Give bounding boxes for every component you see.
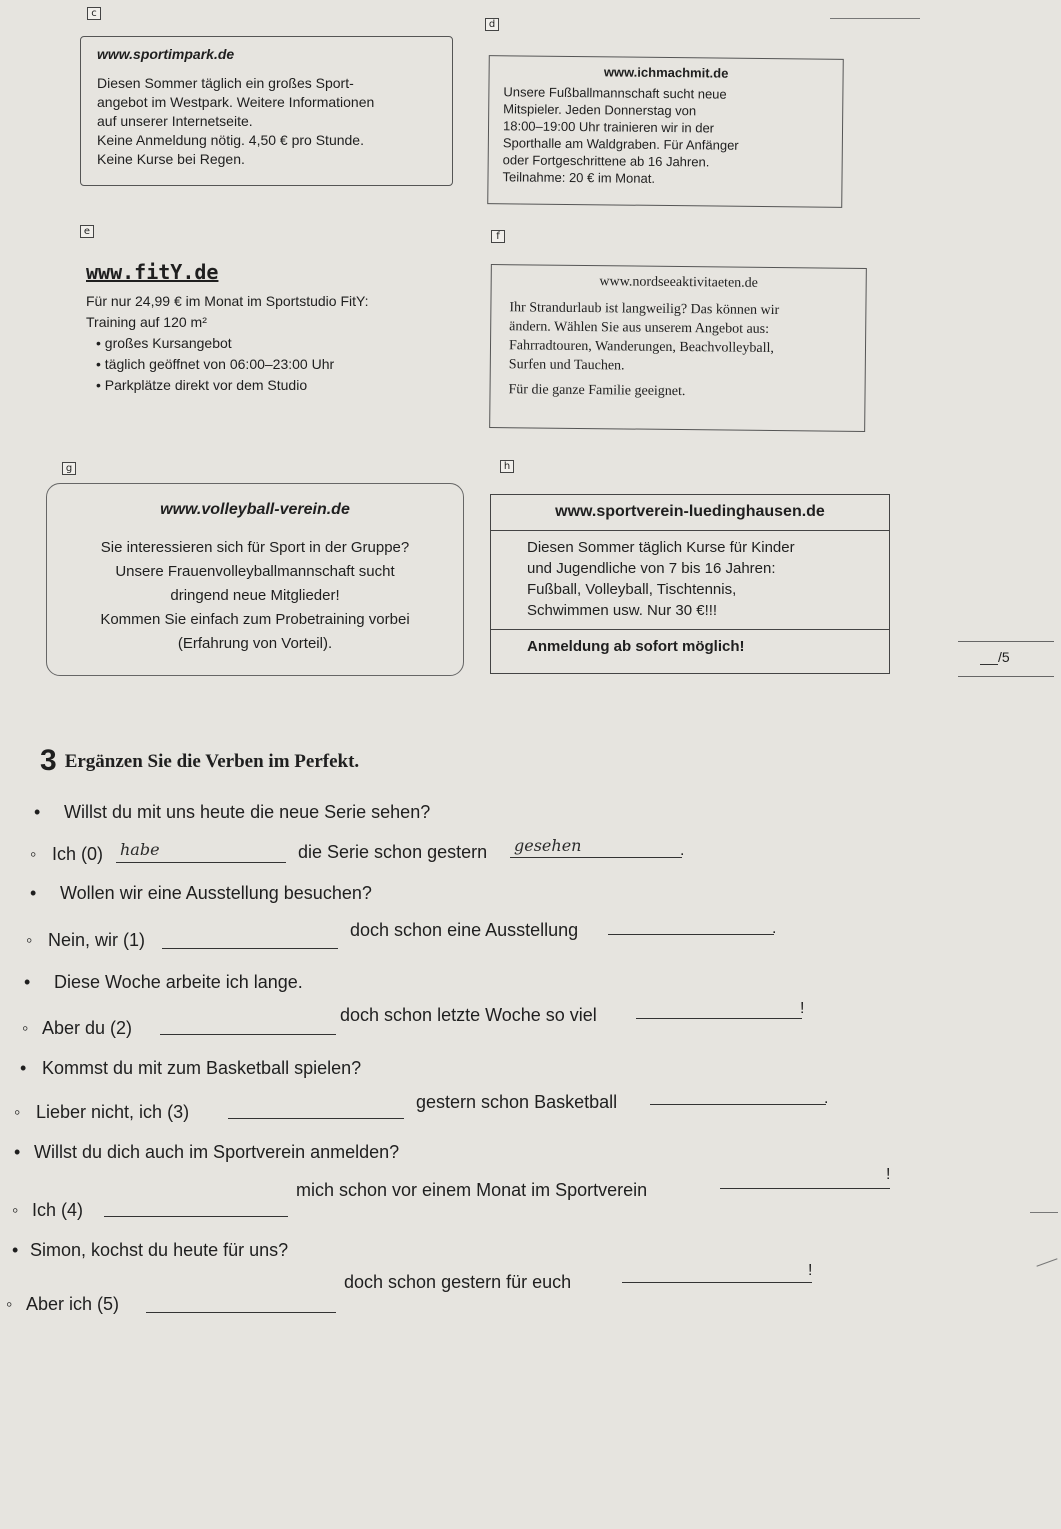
question-text: Willst du mit uns heute die neue Serie sehen? [64, 802, 431, 822]
ad-text-line: Fahrradtouren, Wanderungen, Beachvolleyball, [508, 338, 775, 357]
question-line [30, 883, 372, 904]
answer-middle: doch schon eine Ausstellung [350, 920, 579, 940]
score-line [958, 676, 1054, 677]
label-d: d [485, 18, 499, 31]
bullet-circle: ◦ [22, 1018, 29, 1038]
bullet-circle: ◦ [14, 1102, 21, 1122]
answer-blank-2[interactable] [650, 1104, 826, 1105]
answer-prefix [30, 844, 103, 865]
answer-prefix-text: Lieber nicht, ich (3) [36, 1102, 190, 1122]
ad-cta: Anmeldung ab sofort möglich! [527, 638, 745, 655]
ad-text-line: Unsere Fußballmannschaft sucht neue [503, 84, 727, 102]
ad-url: www.sportverein-luedinghausen.de [555, 503, 825, 520]
ad-text-line: Keine Anmeldung nötig. 4,50 € pro Stunde. [97, 132, 364, 148]
ad-text-line: Teilnahme: 20 € im Monat. [502, 169, 656, 186]
ad-luedinghausen [490, 494, 890, 674]
score-line [958, 641, 1054, 642]
answer-prefix [26, 930, 145, 951]
label-f: f [491, 230, 505, 243]
question-line [14, 1142, 399, 1163]
answer-prefix-text: Ich (4) [32, 1200, 84, 1220]
ad-url: www.fitY.de [86, 260, 219, 284]
ad-text-line: Sie interessieren sich für Sport in der Gruppe? [100, 539, 410, 556]
score-total: /5 [998, 649, 1010, 665]
answer-middle: doch schon letzte Woche so viel [340, 1005, 597, 1025]
ad-text-line: Keine Kurse bei Regen. [97, 151, 245, 167]
answer-end: ! [886, 1166, 891, 1183]
ad-text-line: ändern. Wählen Sie aus unserem Angebot aus: [509, 319, 770, 337]
ad-bullet: • Parkplätze direkt vor dem Studio [96, 375, 474, 396]
exercise-instruction: Ergänzen Sie die Verben im Perfekt. [64, 751, 360, 772]
handwritten-answer: habe [120, 840, 160, 859]
ad-text-line: Unsere Frauenvolleyballmannschaft sucht [115, 563, 395, 580]
score-box [958, 636, 1054, 676]
answer-end: . [772, 920, 777, 937]
question-line [34, 802, 430, 823]
answer-blank-2[interactable] [636, 1018, 802, 1019]
answer-middle: die Serie schon gestern [298, 842, 488, 862]
label-c: c [87, 7, 101, 20]
ad-sportimpark [80, 36, 453, 186]
ad-text-line: Surfen und Tauchen. [508, 357, 625, 374]
label-e: e [80, 225, 94, 238]
answer-end: . [680, 842, 685, 859]
ad-nordsee [489, 264, 867, 432]
answer-end: ! [808, 1262, 813, 1279]
answer-blank-1[interactable] [104, 1216, 288, 1217]
bullet-dot: • [14, 1142, 21, 1162]
answer-blank-2[interactable] [510, 857, 682, 858]
bullet-dot: • [30, 883, 37, 903]
question-text: Kommst du mit zum Basketball spielen? [42, 1058, 362, 1078]
bullet-dot: • [12, 1240, 19, 1260]
bullet-dot: • [24, 972, 31, 992]
ad-text-line: (Erfahrung von Vorteil). [177, 635, 333, 652]
answer-prefix-text: Aber du (2) [42, 1018, 133, 1038]
margin-mark [1030, 1212, 1058, 1213]
answer-middle: mich schon vor einem Monat im Sportverein [296, 1180, 648, 1200]
ad-text-line: Für die ganze Familie geeignet. [508, 382, 686, 400]
answer-end: . [824, 1090, 829, 1107]
answer-blank-2[interactable] [622, 1282, 812, 1283]
question-text: Willst du dich auch im Sportverein anmelden? [34, 1142, 400, 1162]
ad-volleyball [46, 483, 464, 676]
bullet-dot: • [34, 802, 41, 822]
decor-line [830, 18, 920, 19]
handwritten-answer: gesehen [514, 836, 582, 855]
answer-blank-1[interactable] [116, 862, 286, 863]
answer-prefix-text: Ich (0) [52, 844, 104, 864]
label-g: g [62, 462, 76, 475]
question-line [20, 1058, 361, 1079]
answer-prefix [12, 1200, 83, 1221]
ad-text-line: Diesen Sommer täglich Kurse für Kinder [527, 539, 795, 556]
answer-prefix-text: Aber ich (5) [26, 1294, 120, 1314]
ad-text-line: Schwimmen usw. Nur 30 €!!! [527, 602, 718, 619]
answer-blank-2[interactable] [720, 1188, 890, 1189]
answer-middle: gestern schon Basketball [416, 1092, 618, 1112]
question-text: Diese Woche arbeite ich lange. [54, 972, 303, 992]
ad-text-line: Fußball, Volleyball, Tischtennis, [527, 581, 737, 598]
answer-blank-1[interactable] [146, 1312, 336, 1313]
ad-url: www.nordseeaktivitaeten.de [599, 274, 758, 291]
ad-text-line: Sporthalle am Waldgraben. Für Anfänger [502, 135, 739, 153]
bullet-circle: ◦ [6, 1294, 13, 1314]
bullet-circle: ◦ [12, 1200, 19, 1220]
answer-prefix-text: Nein, wir (1) [48, 930, 146, 950]
question-text: Wollen wir eine Ausstellung besuchen? [60, 883, 372, 903]
ad-text-line: auf unserer Internetseite. [97, 113, 253, 129]
answer-prefix [6, 1294, 119, 1315]
bullet-dot: • [20, 1058, 27, 1078]
ad-text-line: oder Fortgeschrittene ab 16 Jahren. [502, 152, 710, 170]
ad-bullet: • großes Kursangebot [96, 333, 474, 354]
ad-text-line: Diesen Sommer täglich ein großes Sport- [97, 75, 354, 91]
answer-blank-1[interactable] [228, 1118, 404, 1119]
ad-url: www.volleyball-verein.de [160, 501, 350, 518]
ad-ichmachmit [487, 55, 844, 208]
score-blank[interactable] [980, 652, 998, 665]
ad-url: www.sportimpark.de [97, 46, 235, 62]
question-line [12, 1240, 288, 1261]
ad-text-line: Für nur 24,99 € im Monat im Sportstudio FitY: [86, 293, 369, 309]
exercise-number: 3 [40, 744, 57, 777]
question-text: Simon, kochst du heute für uns? [30, 1240, 289, 1260]
ad-text-line: 18:00–19:00 Uhr trainieren wir in der [502, 118, 715, 136]
ad-fity [80, 258, 480, 408]
ad-body [491, 530, 889, 630]
bullet-circle: ◦ [26, 930, 33, 950]
ad-url: www.ichmachmit.de [603, 64, 729, 81]
score-points [980, 649, 1010, 665]
answer-prefix [14, 1102, 189, 1123]
answer-blank-1[interactable] [162, 948, 338, 949]
ad-text-line: Kommen Sie einfach zum Probetraining vorbei [100, 611, 410, 628]
ad-text-line: dringend neue Mitglieder! [170, 587, 340, 604]
answer-end: ! [800, 1000, 805, 1017]
ad-text-line: Ihr Strandurlaub ist langweilig? Das können wir [509, 300, 780, 319]
question-line [24, 972, 303, 993]
exercise-title [40, 744, 359, 778]
margin-mark [1036, 1258, 1057, 1266]
bullet-circle: ◦ [30, 844, 37, 864]
label-h: h [500, 460, 514, 473]
ad-text-line: Mitspieler. Jeden Donnerstag von [503, 101, 697, 119]
ad-bullet-list [86, 333, 474, 396]
answer-blank-2[interactable] [608, 934, 774, 935]
ad-bullet: • täglich geöffnet von 06:00–23:00 Uhr [96, 354, 474, 375]
answer-blank-1[interactable] [160, 1034, 336, 1035]
ad-text-line: angebot im Westpark. Weitere Informationen [97, 94, 375, 110]
answer-prefix [22, 1018, 132, 1039]
ad-text-line: Training auf 120 m² [86, 314, 207, 330]
answer-middle: doch schon gestern für euch [344, 1272, 572, 1292]
ad-text-line: und Jugendliche von 7 bis 16 Jahren: [527, 560, 776, 577]
